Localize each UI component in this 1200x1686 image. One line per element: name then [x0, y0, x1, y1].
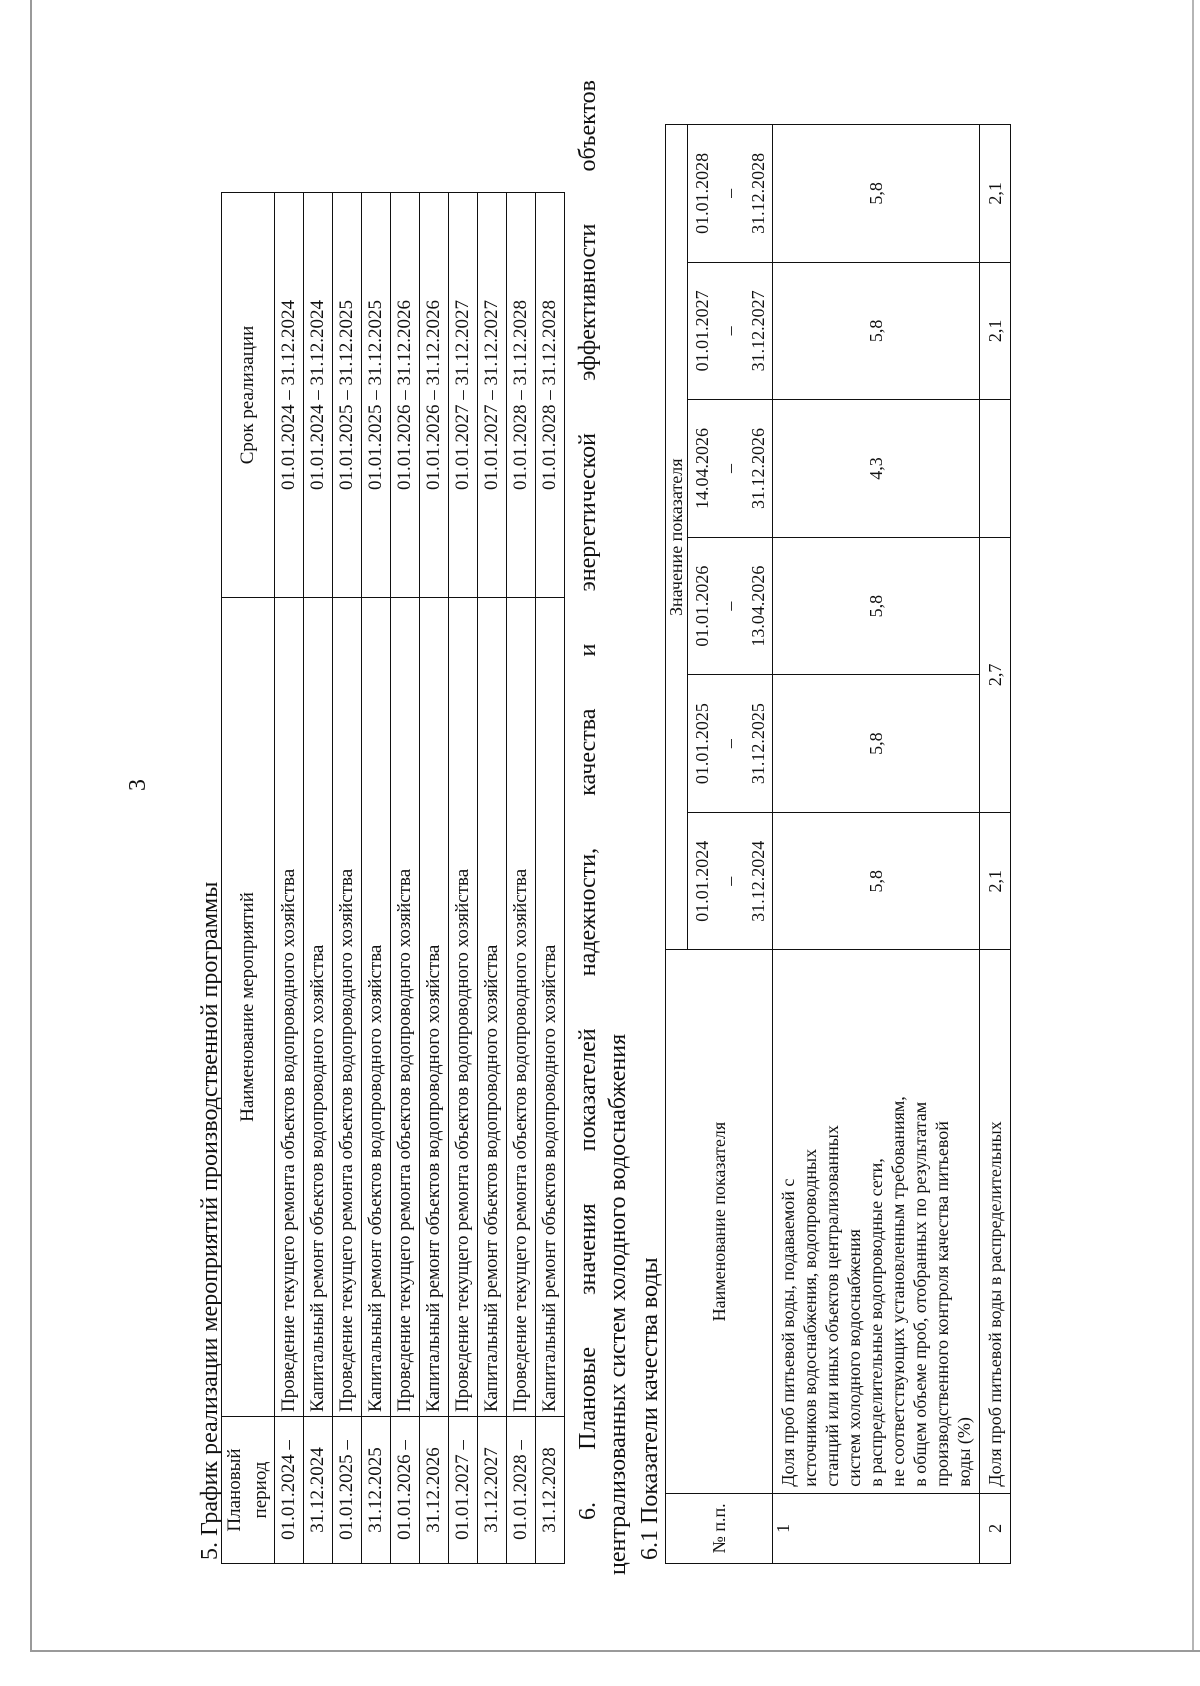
table-row — [449, 193, 478, 1564]
table-row — [275, 193, 304, 1564]
term-cell: 01.01.2027 – 31.12.2027 — [449, 193, 478, 598]
table-row — [391, 193, 420, 1564]
period-cell: 01.01.2026 – — [391, 1417, 420, 1564]
schedule-table-header — [222, 193, 275, 1564]
value-cell: 2,1 — [980, 262, 1011, 400]
section5-title: 5. График реализации мероприятий производственной программы — [197, 881, 223, 1560]
header-indicator-value: Значение показателя — [666, 125, 688, 951]
term-cell: 01.01.2024 – 31.12.2024 — [304, 193, 333, 598]
event-name-cell: Проведение текущего ремонта объектов водопроводного хозяйства — [391, 598, 420, 1417]
period-cell: 01.01.2024 – — [275, 1417, 304, 1564]
header-period: Плановый период — [222, 1417, 275, 1564]
event-name-cell: Проведение текущего ремонта объектов водопроводного хозяйства — [333, 598, 362, 1417]
page-border-left — [30, 0, 32, 1650]
term-cell: 01.01.2027 – 31.12.2027 — [478, 193, 507, 598]
period-cell: 01.01.2027 – — [449, 1417, 478, 1564]
period-header: 01.01.2025 – 31.12.2025 — [688, 675, 773, 813]
table-row — [536, 193, 565, 1564]
row-num: 2 — [980, 1493, 1011, 1563]
rotated-document-sheet — [125, 40, 1200, 1580]
header-event-name: Наименование мероприятий — [222, 598, 275, 1417]
value-cell: 2,1 — [980, 812, 1011, 950]
period-cell: 31.12.2028 — [536, 1417, 565, 1564]
value-cell: 5,8 — [773, 537, 980, 675]
header-term: Срок реализации — [222, 193, 275, 598]
table-row — [773, 125, 980, 1564]
table-row — [507, 193, 536, 1564]
period-cell: 31.12.2026 — [420, 1417, 449, 1564]
event-name-cell: Проведение текущего ремонта объектов водопроводного хозяйства — [507, 598, 536, 1417]
indicator-name: Доля проб питьевой воды, подаваемой с источников водоснабжения, водопроводных станций или иных объектов централизованных систем холодного водоснабжения в распределительные водопроводные сети, не соответствующих установленным требованиям, в общем объеме проб, отобранных по результатам производственного контроля качества питьевой воды (%) — [773, 950, 980, 1493]
event-name-cell: Проведение текущего ремонта объектов водопроводного хозяйства — [449, 598, 478, 1417]
term-cell: 01.01.2028 – 31.12.2028 — [507, 193, 536, 598]
term-cell: 01.01.2025 – 31.12.2025 — [362, 193, 391, 598]
value-cell — [980, 400, 1011, 538]
indicators-table — [665, 124, 1011, 1564]
period-cell: 01.01.2028 – — [507, 1417, 536, 1564]
period-header: 01.01.2024 – 31.12.2024 — [688, 812, 773, 950]
header-num: № п.п. — [666, 1493, 773, 1563]
schedule-table — [221, 192, 565, 1564]
period-header: 14.04.2026 – 31.12.2026 — [688, 400, 773, 538]
term-cell: 01.01.2028 – 31.12.2028 — [536, 193, 565, 598]
indicators-header-row — [666, 125, 688, 1564]
period-header: 01.01.2026 – 13.04.2026 — [688, 537, 773, 675]
event-name-cell: Проведение текущего ремонта объектов водопроводного хозяйства — [275, 598, 304, 1417]
table-row — [420, 193, 449, 1564]
term-cell: 01.01.2026 – 31.12.2026 — [391, 193, 420, 598]
table-row — [362, 193, 391, 1564]
table-row — [304, 193, 333, 1564]
period-cell: 31.12.2025 — [362, 1417, 391, 1564]
event-name-cell: Капитальный ремонт объектов водопроводного хозяйства — [362, 598, 391, 1417]
event-name-cell: Капитальный ремонт объектов водопроводного хозяйства — [304, 598, 333, 1417]
page-number: 3 — [125, 779, 151, 791]
indicator-name: Доля проб питьевой воды в распределительных — [980, 950, 1011, 1493]
value-cell: 5,8 — [773, 125, 980, 263]
table-row — [333, 193, 362, 1564]
section6-title-line2: централизованных систем холодного водоснабжения — [605, 1033, 631, 1575]
row-num: 1 — [773, 1493, 980, 1563]
event-name-cell: Капитальный ремонт объектов водопроводного хозяйства — [478, 598, 507, 1417]
period-cell: 01.01.2025 – — [333, 1417, 362, 1564]
value-cell: 2,7 — [980, 537, 1011, 812]
value-cell: 5,8 — [773, 812, 980, 950]
header-indicator-name: Наименование показателя — [666, 950, 773, 1493]
term-cell: 01.01.2026 – 31.12.2026 — [420, 193, 449, 598]
table-row — [478, 193, 507, 1564]
term-cell: 01.01.2025 – 31.12.2025 — [333, 193, 362, 598]
period-cell: 31.12.2024 — [304, 1417, 333, 1564]
event-name-cell: Капитальный ремонт объектов водопроводного хозяйства — [420, 598, 449, 1417]
value-cell: 5,8 — [773, 262, 980, 400]
event-name-cell: Капитальный ремонт объектов водопроводного хозяйства — [536, 598, 565, 1417]
page-border-bottom — [30, 1650, 1200, 1652]
period-cell: 31.12.2027 — [478, 1417, 507, 1564]
table-row — [980, 125, 1011, 1564]
value-cell: 2,1 — [980, 125, 1011, 263]
section6-title — [573, 80, 633, 1575]
subsection-title: 6.1 Показатели качества воды — [637, 1257, 663, 1560]
term-cell: 01.01.2024 – 31.12.2024 — [275, 193, 304, 598]
value-cell: 5,8 — [773, 675, 980, 813]
period-header: 01.01.2028 – 31.12.2028 — [688, 125, 773, 263]
value-cell: 4,3 — [773, 400, 980, 538]
section6-title-line1: 6. Плановые значения показателей надежности, качества и энергетической эффективности объектов — [575, 80, 601, 1520]
period-header: 01.01.2027 – 31.12.2027 — [688, 262, 773, 400]
